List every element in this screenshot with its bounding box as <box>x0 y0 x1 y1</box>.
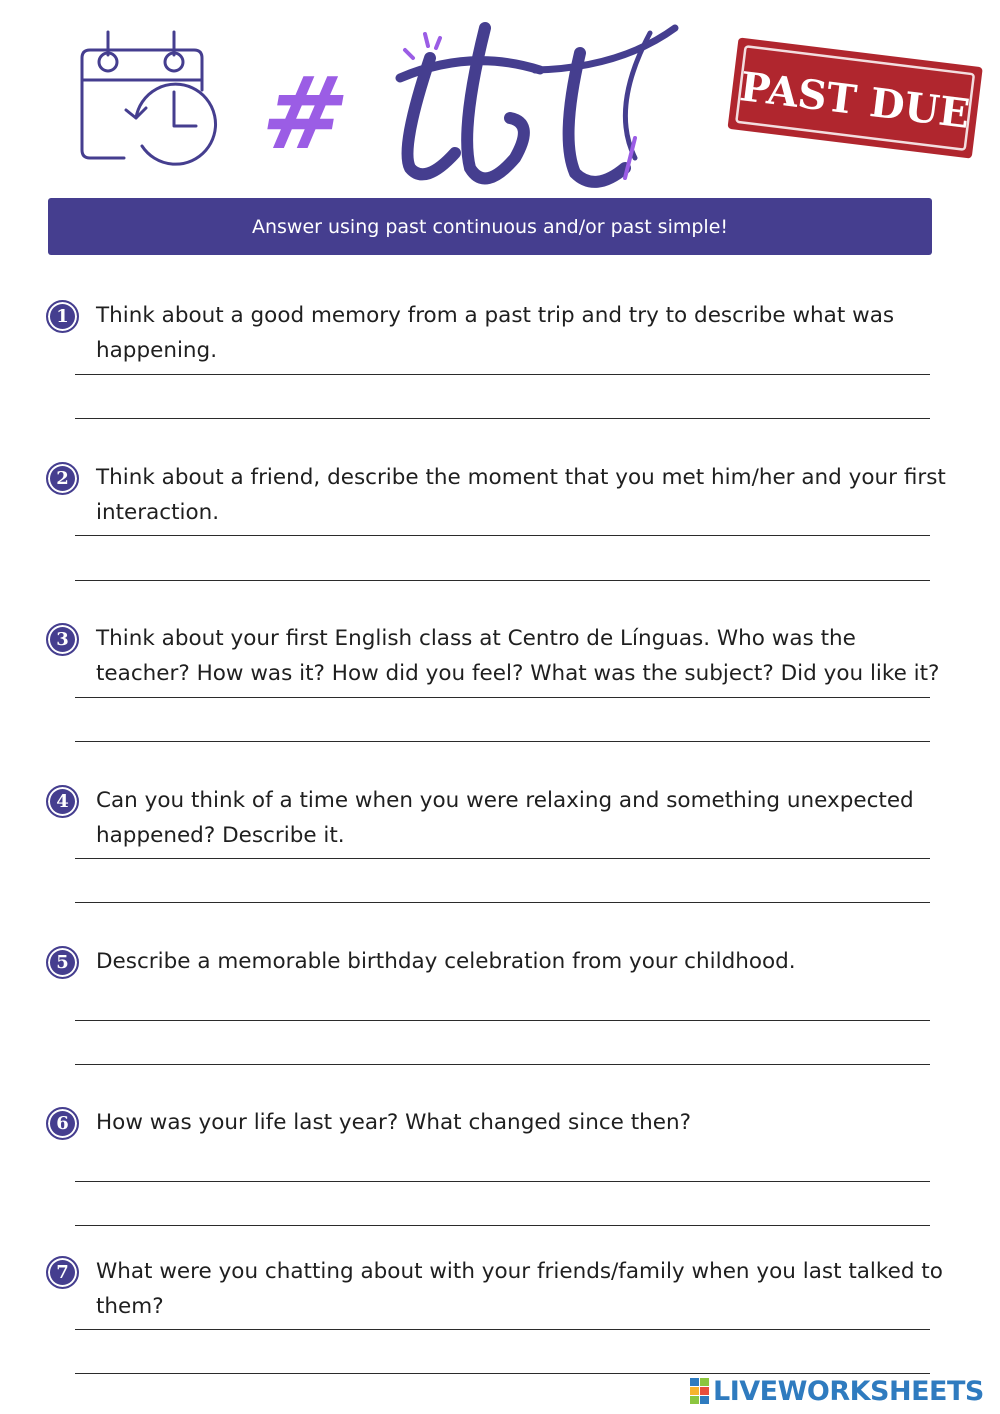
answer-line[interactable] <box>75 902 930 903</box>
question-number: 2 <box>46 462 79 495</box>
question-number: 3 <box>46 623 79 656</box>
question-number: 4 <box>46 785 79 818</box>
answer-line[interactable] <box>75 580 930 581</box>
question-text: Can you think of a time when you were relaxing and something unexpected happened? Describe it. <box>96 788 914 848</box>
liveworksheets-logo-icon <box>690 1378 710 1404</box>
answer-line[interactable] <box>75 1020 930 1021</box>
brand-name: LIVEWORKSHEETS <box>713 1375 984 1407</box>
svg-text:#: # <box>253 54 358 172</box>
calendar-clock-icon <box>76 28 216 168</box>
tbt-logo <box>253 8 700 193</box>
answer-line[interactable] <box>75 697 930 698</box>
question-number: 7 <box>46 1256 79 1289</box>
answer-line[interactable] <box>75 858 930 859</box>
question-text: Think about a good memory from a past trip and try to describe what was happening. <box>96 303 895 363</box>
instruction-text: Answer using past continuous and/or past simple! <box>251 215 729 238</box>
instruction-banner <box>48 198 932 255</box>
liveworksheets-brand[interactable] <box>690 1372 984 1410</box>
answer-line[interactable] <box>75 1329 930 1330</box>
question-number: 1 <box>46 300 79 333</box>
question-text: Describe a memorable birthday celebration from your childhood. <box>96 949 796 974</box>
answer-line[interactable] <box>75 535 930 536</box>
question-text: Think about a friend, describe the moment that you met him/her and your first interaction. <box>96 465 946 525</box>
question-text: How was your life last year? What changed since then? <box>96 1110 692 1135</box>
answer-line[interactable] <box>75 741 930 742</box>
question-text: Think about your first English class at Centro de Línguas. Who was the teacher? How was it? How did you feel? What was the subject? Did you like it? <box>96 626 940 686</box>
answer-line[interactable] <box>75 1181 930 1182</box>
question-text: What were you chatting about with your friends/family when you last talked to them? <box>96 1259 943 1319</box>
question-number: 6 <box>46 1107 79 1140</box>
worksheet-header <box>0 0 1000 195</box>
question-number: 5 <box>46 946 79 979</box>
svg-text:PAST DUE: PAST DUE <box>737 63 973 138</box>
past-due-stamp <box>722 38 988 160</box>
answer-line[interactable] <box>75 1064 930 1065</box>
answer-line[interactable] <box>75 418 930 419</box>
answer-line[interactable] <box>75 374 930 375</box>
answer-line[interactable] <box>75 1225 930 1226</box>
